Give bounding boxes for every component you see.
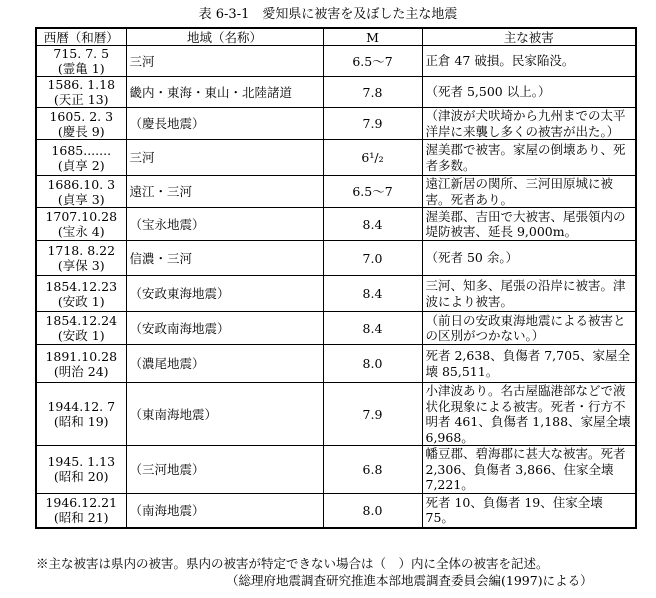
- table-row: [36, 345, 636, 383]
- date-era: (宝永 4): [57, 224, 105, 239]
- cell-date: [36, 77, 126, 108]
- cell-date: [36, 345, 126, 383]
- cell-damage: 小津波あり。名古屋臨港部などで液状化現象による被害。死者・行方不明者 461、負傷者 1,188、家屋全壊 6,968。: [422, 383, 636, 446]
- cell-damage: 渥美郡、吉田で大被害、尾張領内の堤防被害、延長 9,000m。: [422, 208, 636, 241]
- table-row: [36, 140, 636, 176]
- table-row: [36, 383, 636, 446]
- date-era: (慶長 9): [57, 123, 105, 139]
- cell-magnitude: 7.0: [323, 241, 422, 276]
- cell-magnitude: 8.4: [323, 208, 422, 241]
- table-row: [36, 46, 636, 77]
- date-gregorian: 1718. 8.22: [47, 243, 116, 258]
- cell-date: [36, 140, 126, 176]
- date-era: (安政 1): [57, 328, 105, 343]
- date-gregorian: 1946.12.21: [45, 495, 118, 511]
- cell-region: （東南海地震）: [126, 383, 323, 446]
- date-gregorian: 1605. 2. 3: [49, 108, 114, 124]
- cell-magnitude: 6.8: [323, 446, 422, 494]
- source-note: （総理府地震調査研究推進本部地震調査委員会編(1997)による）: [226, 573, 593, 588]
- cell-region: 信濃・三河: [126, 241, 323, 276]
- table-row: [36, 241, 636, 276]
- cell-region: （三河地震）: [126, 446, 323, 494]
- cell-damage: （死者 5,500 以上。）: [422, 77, 636, 108]
- date-gregorian: 1685.......: [51, 142, 112, 158]
- table-title: 表 6-3-1 愛知県に被害を及ぼした主な地震: [198, 7, 458, 22]
- cell-damage: （前日の安政東海地震による被害との区別がつかない。）: [422, 312, 636, 345]
- date-era: (安政 1): [57, 293, 105, 309]
- date-gregorian: 1707.10.28: [45, 209, 118, 224]
- date-era: (天正 13): [53, 92, 109, 107]
- date-era: (貞享 2): [57, 157, 105, 173]
- date-era: (霊亀 1): [57, 61, 105, 76]
- cell-date: [36, 208, 126, 241]
- cell-region: （安政南海地震）: [126, 312, 323, 345]
- cell-damage: 死者 10、負傷者 19、住家全壊 75。: [422, 493, 636, 528]
- cell-date: [36, 276, 126, 312]
- date-gregorian: 1854.12.24: [45, 313, 118, 328]
- table-row: [36, 312, 636, 345]
- cell-magnitude: 6¹/₂: [323, 140, 422, 176]
- cell-damage: 正倉 47 破損。民家陥没。: [422, 46, 636, 77]
- cell-magnitude: 8.0: [323, 345, 422, 383]
- cell-date: [36, 446, 126, 494]
- table-row: [36, 77, 636, 108]
- date-gregorian: 1944.12. 7: [47, 399, 116, 414]
- header-row: [36, 28, 636, 46]
- cell-magnitude: 6.5～7: [323, 176, 422, 208]
- date-gregorian: 1891.10.28: [45, 348, 118, 364]
- cell-date: [36, 312, 126, 345]
- cell-damage: 幡豆郡、碧海郡に甚大な被害。死者 2,306、負傷者 3,866、住家全壊 7,221。: [422, 446, 636, 494]
- cell-magnitude: 7.8: [323, 77, 422, 108]
- header-region: 地域（名称）: [126, 28, 323, 46]
- date-gregorian: 1854.12.23: [45, 278, 118, 294]
- cell-damage: 遠江新居の関所、三河田原城に被害。死者あり。: [422, 176, 636, 208]
- table-row: [36, 208, 636, 241]
- cell-magnitude: 7.9: [323, 108, 422, 140]
- cell-date: [36, 493, 126, 528]
- cell-damage: 渥美郡で被害。家屋の倒壊あり、死者多数。: [422, 140, 636, 176]
- cell-damage: 三河、知多、尾張の沿岸に被害。津波により被害。: [422, 276, 636, 312]
- cell-region: （慶長地震）: [126, 108, 323, 140]
- cell-region: （南海地震）: [126, 493, 323, 528]
- cell-date: [36, 241, 126, 276]
- cell-date: [36, 176, 126, 208]
- cell-region: 畿内・東海・東山・北陸諸道: [126, 77, 323, 108]
- cell-magnitude: 8.0: [323, 493, 422, 528]
- table-body: [36, 46, 636, 529]
- cell-region: 三河: [126, 46, 323, 77]
- cell-region: （安政東海地震）: [126, 276, 323, 312]
- cell-date: [36, 46, 126, 77]
- date-gregorian: 1586. 1.18: [47, 77, 116, 92]
- date-gregorian: 1686.10. 3: [47, 176, 116, 192]
- cell-region: （濃尾地震）: [126, 345, 323, 383]
- header-damage: 主な被害: [422, 28, 636, 46]
- cell-damage: 死者 2,638、負傷者 7,705、家屋全壊 85,511。: [422, 345, 636, 383]
- cell-region: （宝永地震）: [126, 208, 323, 241]
- date-era: (享保 3): [57, 258, 105, 273]
- date-gregorian: 1945. 1.13: [47, 454, 116, 470]
- date-gregorian: 715. 7. 5: [53, 46, 110, 61]
- footnote: ※主な被害は県内の被害。県内の被害が特定できない場合は（ ）内に全体の被害を記述。: [36, 556, 549, 571]
- cell-magnitude: 6.5～7: [323, 46, 422, 77]
- cell-date: [36, 383, 126, 446]
- cell-damage: （死者 50 余。）: [422, 241, 636, 276]
- date-era: (明治 24): [53, 363, 109, 379]
- cell-region: 遠江・三河: [126, 176, 323, 208]
- date-era: (昭和 21): [53, 510, 109, 526]
- date-era: (貞享 3): [57, 191, 105, 207]
- table-row: [36, 446, 636, 494]
- table-row: [36, 276, 636, 312]
- cell-magnitude: 8.4: [323, 276, 422, 312]
- header-magnitude: M: [323, 28, 422, 46]
- table-row: [36, 108, 636, 140]
- header-date: 西暦（和暦）: [36, 28, 126, 46]
- table-row: [36, 493, 636, 528]
- cell-magnitude: 7.9: [323, 383, 422, 446]
- cell-region: 三河: [126, 140, 323, 176]
- cell-damage: （津波が犬吠埼から九州までの太平洋岸に来襲し多くの被害が出た。）: [422, 108, 636, 140]
- cell-date: [36, 108, 126, 140]
- earthquake-table: [35, 27, 637, 529]
- date-era: (昭和 19): [53, 414, 109, 429]
- date-era: (昭和 20): [53, 469, 109, 485]
- table-row: [36, 176, 636, 208]
- cell-magnitude: 8.4: [323, 312, 422, 345]
